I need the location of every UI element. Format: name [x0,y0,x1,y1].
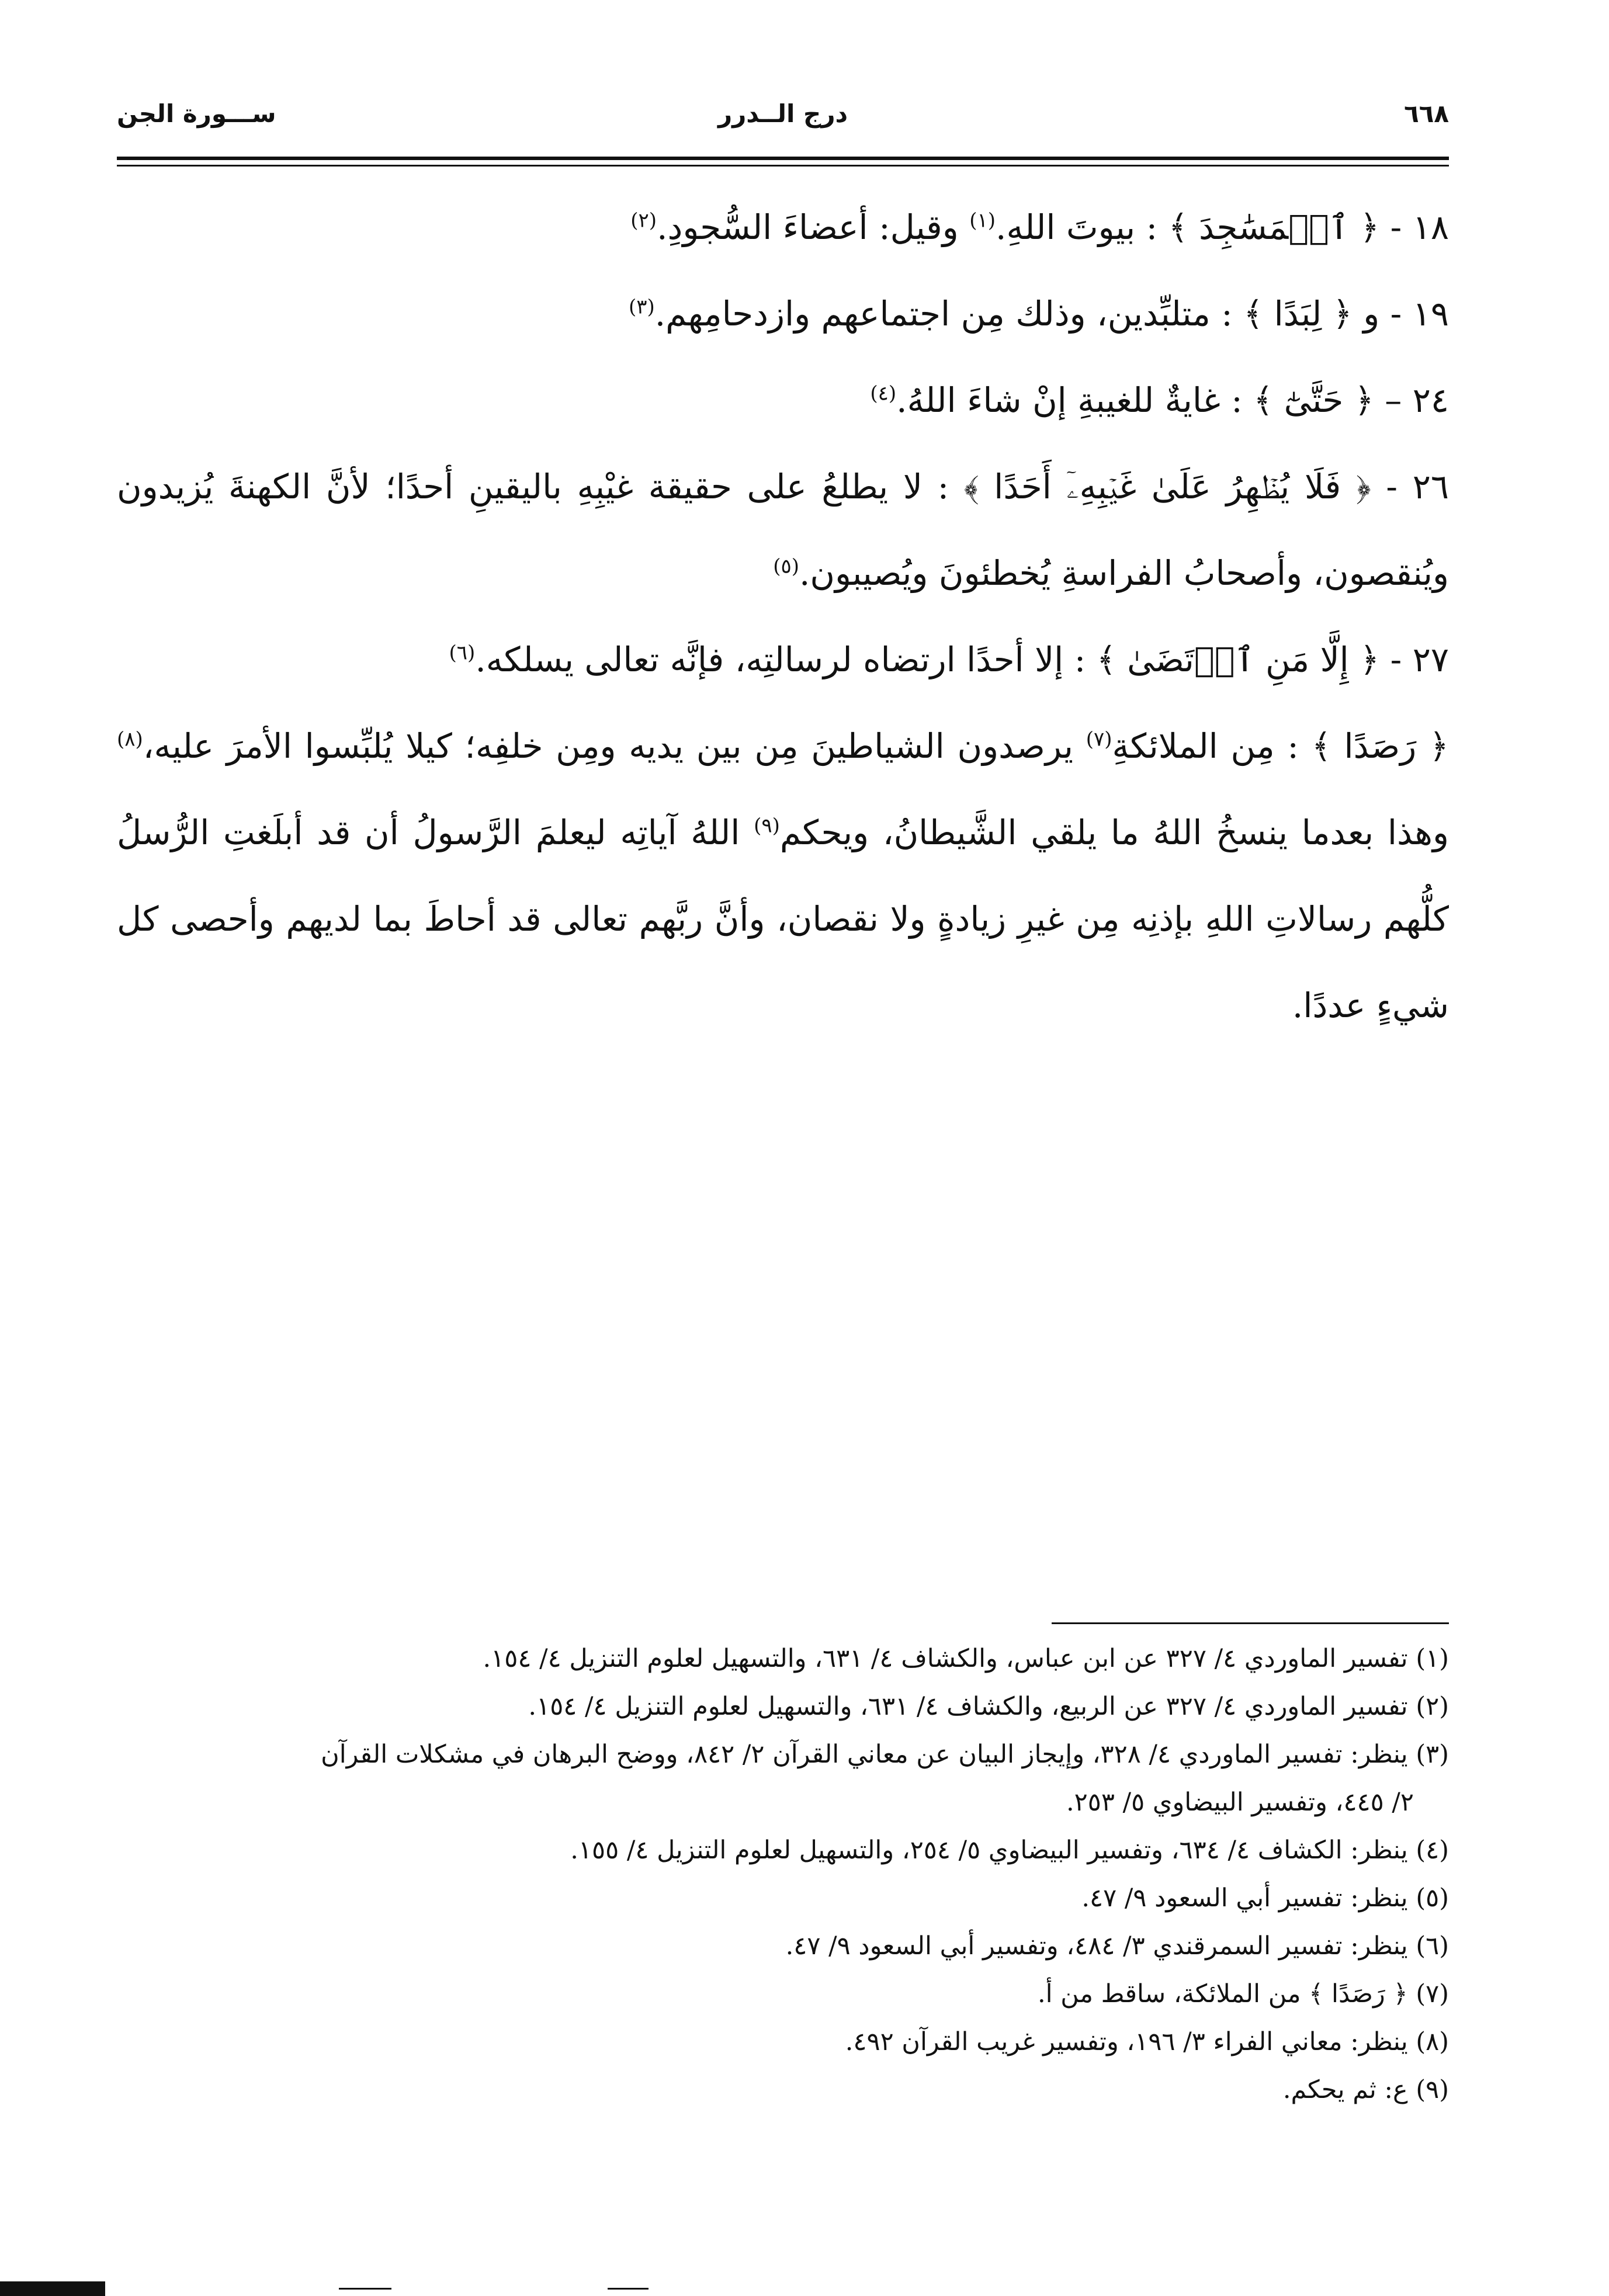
header-rule-thick [117,157,1449,160]
main-text [117,184,1449,1049]
surah-name: ســـورة الجن [117,99,276,128]
header-rule-thin [117,165,1449,167]
footnote-6: (٦) ينظر: تفسير السمرقندي ٣/ ٤٨٤، وتفسير أبي السعود ٩/ ٤٧. [785,1931,1449,1961]
running-title: درج الــدرر [717,99,848,128]
footnote-8: (٨) ينظر: معاني الفراء ٣/ ١٩٦، وتفسير غريب القرآن ٤٩٢. [845,2027,1449,2056]
page-number: ٦٦٨ [1404,99,1449,128]
verse-24-text: ٢٤ – ﴿ حَتَّىٰٓ ﴾ : غايةٌ للغيبةِ إنْ شاءَ اللهُ. [896,380,1449,420]
footnote-ref-5: (٥) [773,554,799,578]
verse-24 [117,357,1449,443]
footnote-separator [1052,1622,1449,1624]
rasad-text: ﴿ رَصَدًا ﴾ : مِن الملائكةِ [1112,726,1449,766]
footnote-ref-6: (٦) [449,641,476,665]
rasad-text-cont-2: وهذا بعدما ينسخُ اللهُ ما يلقي الشَّيطانُ، ويحكم [779,813,1449,852]
rasad-paragraph [117,703,1449,1049]
verse-19 [117,270,1449,357]
footnote-ref-4: (٤) [870,381,897,405]
verse-26-text: ٢٦ - ﴿ فَلَا يُظۡهِرُ عَلَىٰ غَيۡبِهِۦٓ أَحَدًا ﴾ : لا يطلعُ على حقيقة غيْبِهِ باليقينِ أحدًا؛ لأنَّ الكهنةَ يُزيدون ويُنقصون، وأصحابُ الفراسةِ يُخطئونَ ويُصيبون. [117,467,1449,593]
footnote-ref-7: (٧) [1086,727,1112,751]
footnotes [105,1635,1449,2114]
scan-edge-mark [608,2288,649,2290]
footnote-4: (٤) ينظر: الكشاف ٤/ ٦٣٤، وتفسير البيضاوي ٥/ ٢٥٤، والتسهيل لعلوم التنزيل ٤/ ١٥٥. [570,1836,1449,1865]
verse-18-text-cont: وقيل: أعضاءَ السُّجودِ. [657,207,970,247]
verse-27 [117,616,1449,703]
running-header [117,99,1449,146]
footnote-ref-3: (٣) [628,295,655,319]
footnote-5: (٥) ينظر: تفسير أبي السعود ٩/ ٤٧. [1081,1884,1449,1913]
rasad-text-cont-3: اللهُ آياتِه ليعلمَ الرَّسولُ أن قد أبلَغتِ الرُّسلُ كلُّهم رسالاتِ اللهِ بإذنِه مِن غيرِ زيادةٍ ولا نقصان، وأنَّ ربَّهم تعالى قد أحاطَ بما لديهم وأحصى كل شيءٍ عددًا. [117,813,1449,1025]
verse-18-text: ١٨ - ﴿ ٱلۡمَسَٰجِدَ ﴾ : بيوتَ اللهِ. [996,207,1449,247]
footnote-ref-1: (١) [969,209,996,233]
scan-edge-mark [339,2288,391,2290]
footnote-ref-9: (٩) [754,814,780,838]
footnote-ref-8: (٨) [117,727,143,751]
footnote-2: (٢) تفسير الماوردي ٤/ ٣٢٧ عن الربيع، والكشاف ٤/ ٦٣١، والتسهيل لعلوم التنزيل ٤/ ١٥٤. [528,1692,1449,1721]
footnote-3-cont: ٢/ ٤٤٥، وتفسير البيضاوي ٥/ ٢٥٣. [1066,1788,1414,1817]
verse-19-text: ١٩ - و ﴿ لِبَدًا ﴾ : متلبِّدين، وذلك مِن اجتماعهم وازدحامِهم. [654,294,1449,334]
footnote-9: (٩) ع: ثم يحكم. [1282,2075,1449,2104]
footnote-3: (٣) ينظر: تفسير الماوردي ٤/ ٣٢٨، وإيجاز البيان عن معاني القرآن ٢/ ٨٤٢، ووضح البرهان في مشكلات القرآن [321,1740,1449,1769]
footnote-7: (٧) ﴿ رَصَدًا ﴾ من الملائكة، ساقط من أ. [1037,1979,1449,2009]
footnote-1: (١) تفسير الماوردي ٤/ ٣٢٧ عن ابن عباس، والكشاف ٤/ ٦٣١، والتسهيل لعلوم التنزيل ٤/ ١٥٤. [483,1644,1449,1673]
rasad-text-cont-1: يرصدون الشياطينَ مِن بين يديه ومِن خلفِه؛ كيلا يُلبِّسوا الأمرَ عليه، [143,726,1086,766]
footnote-ref-2: (٢) [630,209,657,233]
verse-27-text: ٢٧ - ﴿ إِلَّا مَنِ ٱرۡتَضَىٰ ﴾ : إلا أحدًا ارتضاه لرسالتِه، فإنَّه تعالى يسلكه. [475,640,1449,679]
verse-26 [117,443,1449,616]
verse-18 [117,184,1449,270]
scan-edge-mark [0,2281,105,2296]
